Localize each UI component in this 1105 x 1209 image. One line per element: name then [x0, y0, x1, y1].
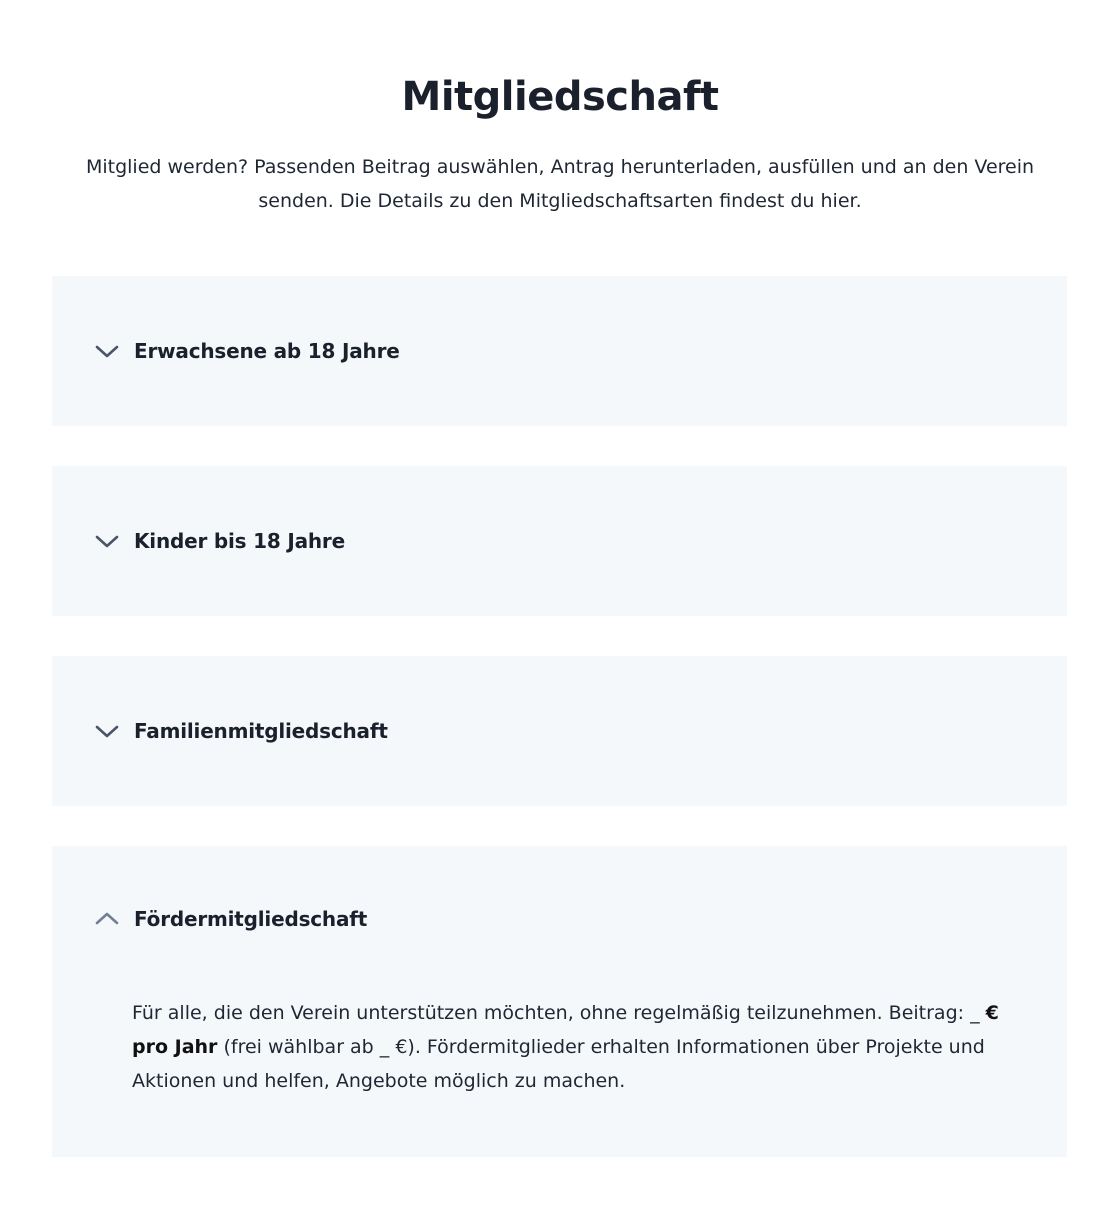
accordion-content [132, 996, 1032, 1098]
chevron-down-icon [94, 721, 120, 741]
intro-text: Mitglied werden? Passenden Beitrag auswählen, Antrag herunterladen, ausfüllen und an den Verein senden. Die Details zu den Mitgliedschaftsarten findest du hier. [85, 156, 1035, 212]
accordion-header-adults[interactable] [94, 339, 400, 363]
content-bold: € pro Jahr [132, 1002, 999, 1058]
accordion-item-adults [52, 276, 1067, 426]
page-title: Mitgliedschaft [401, 74, 719, 120]
chevron-down-icon [94, 531, 120, 551]
content-text: Für alle, die den Verein unterstützen möchten, ohne regelmäßig teilzunehmen. Beitrag: _ [132, 1002, 986, 1024]
chevron-down-icon [94, 341, 120, 361]
accordion-item-children [52, 466, 1067, 616]
accordion-title: Familienmitgliedschaft [134, 719, 388, 743]
accordion-title: Kinder bis 18 Jahre [134, 529, 345, 553]
accordion-title: Erwachsene ab 18 Jahre [134, 339, 400, 363]
accordion-item-family [52, 656, 1067, 806]
accordion-item-supporting [52, 846, 1067, 1157]
chevron-up-icon [94, 909, 120, 929]
content-text: (frei wählbar ab _ €). Fördermitglieder erhalten Informationen über Projekte und Aktionen und helfen, Angebote möglich zu machen. [132, 1036, 985, 1092]
accordion-header-children[interactable] [94, 529, 345, 553]
accordion-title: Fördermitgliedschaft [134, 907, 368, 931]
accordion-header-supporting[interactable] [94, 907, 367, 931]
accordion-header-family[interactable] [94, 719, 388, 743]
